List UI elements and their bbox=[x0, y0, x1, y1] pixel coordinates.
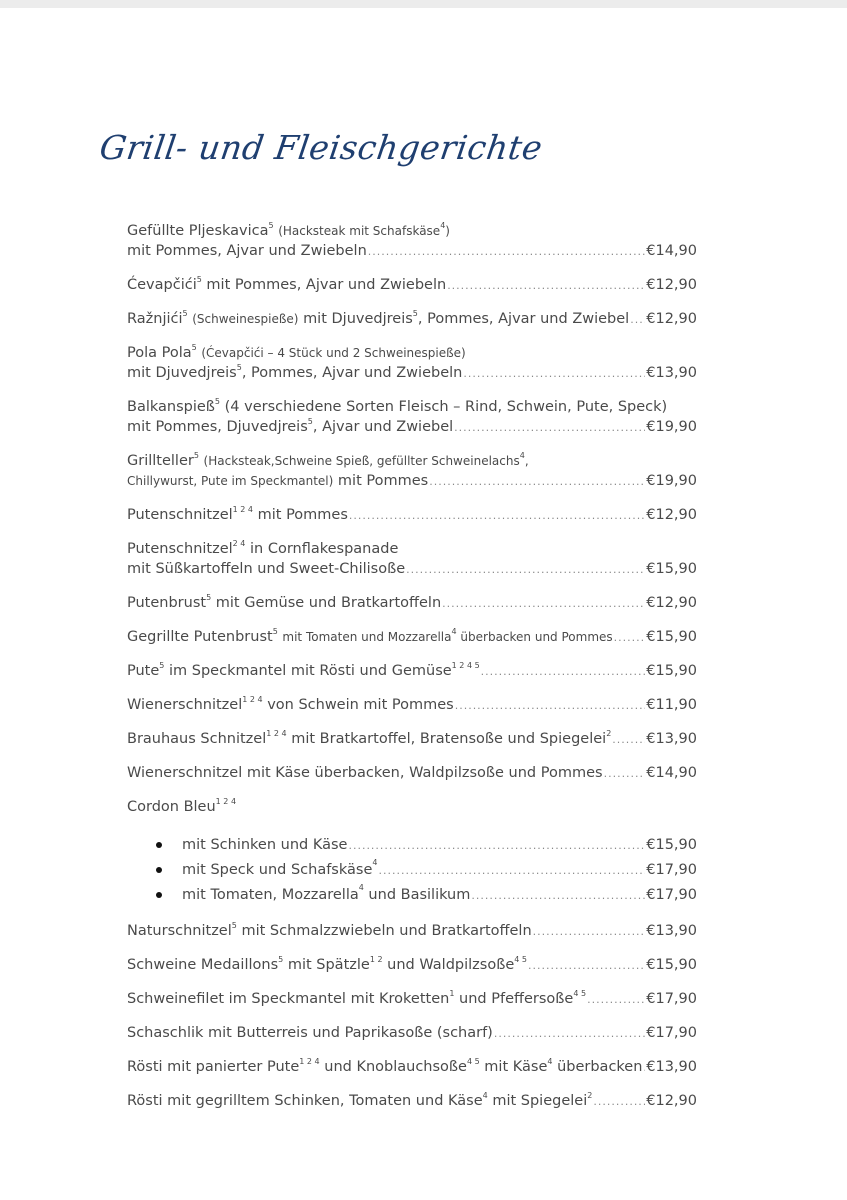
dish-name: Rösti mit gegrilltem Schinken, Tomaten und Käse bbox=[127, 1093, 483, 1109]
menu-line bbox=[127, 763, 697, 784]
menu-line-text bbox=[127, 471, 428, 491]
menu-item bbox=[127, 661, 697, 682]
price: €11,90 bbox=[646, 697, 697, 713]
footnote-marker: 4 bbox=[440, 221, 446, 230]
menu-line-text bbox=[127, 539, 398, 559]
dish-text: mit Pommes, Djuvedjreis bbox=[127, 419, 308, 435]
dish-name: Putenschnitzel bbox=[127, 541, 233, 557]
footnote-marker: 5 bbox=[159, 661, 165, 670]
dish-text: mit Süßkartoffeln und Sweet-Chilisoße bbox=[127, 561, 406, 577]
footnote-marker: 1 2 4 5 bbox=[451, 661, 480, 670]
dish-text: mit Pommes, Ajvar und Zwiebeln bbox=[127, 243, 367, 259]
menu-item bbox=[127, 451, 697, 492]
option-text bbox=[182, 858, 377, 882]
page-title: Grill- und Fleischgerichte bbox=[97, 128, 546, 167]
menu-item bbox=[127, 593, 697, 614]
dish-name: Schweine Medaillons bbox=[127, 957, 279, 973]
footnote-marker: 5 bbox=[278, 955, 284, 964]
menu-line bbox=[127, 309, 697, 330]
menu-item bbox=[127, 505, 697, 526]
dish-text: (Ćevapčići – 4 Stück und 2 Schweinespieße) bbox=[201, 346, 466, 360]
footnote-marker: 5 bbox=[236, 363, 242, 372]
footnote-marker: 4 bbox=[372, 858, 378, 867]
dish-text: mit Käse überbacken, Waldpilzsoße und Pommes bbox=[246, 765, 603, 781]
price: €12,90 bbox=[646, 1093, 697, 1109]
menu-line bbox=[127, 539, 697, 559]
footnote-marker: 4 5 bbox=[514, 955, 527, 964]
menu-line-text bbox=[127, 729, 611, 749]
price: €19,90 bbox=[646, 473, 697, 489]
menu-line bbox=[127, 343, 697, 363]
footnote-marker: 5 bbox=[268, 221, 274, 230]
dish-name: Wienerschnitzel bbox=[127, 765, 243, 781]
menu-item bbox=[127, 1023, 697, 1044]
dish-text: und Pfeffersoße bbox=[459, 991, 574, 1007]
footnote-marker: 4 5 bbox=[573, 989, 587, 998]
footnote-marker: 5 bbox=[412, 309, 418, 318]
footnote-marker: 4 bbox=[519, 451, 525, 460]
menu-line bbox=[127, 275, 697, 296]
leader-dots bbox=[614, 628, 646, 648]
dish-name: Putenschnitzel bbox=[127, 507, 233, 523]
menu-line bbox=[127, 471, 697, 492]
menu-line bbox=[127, 397, 697, 417]
footnote-marker: 4 5 bbox=[466, 1057, 480, 1066]
menu-line bbox=[127, 221, 697, 241]
footnote-marker: 1 2 4 bbox=[266, 729, 287, 738]
leader-dots bbox=[604, 764, 646, 784]
dish-text: mit Speck und Schafskäse bbox=[182, 862, 373, 878]
price: €15,90 bbox=[646, 663, 697, 679]
dish-name: Naturschnitzel bbox=[127, 923, 232, 939]
menu-line-text bbox=[127, 661, 480, 681]
menu-line-text bbox=[127, 559, 405, 579]
price: €12,90 bbox=[646, 277, 697, 293]
dish-text: mit Tomaten, Mozzarella bbox=[182, 887, 359, 903]
dish-text: mit Gemüse und Bratkartoffeln bbox=[215, 595, 442, 611]
footnote-marker: 4 bbox=[547, 1057, 553, 1066]
dish-text: , Pommes, Ajvar und Zwiebeln bbox=[241, 365, 463, 381]
dish-name: Wienerschnitzel bbox=[127, 697, 243, 713]
price: €15,90 bbox=[646, 837, 697, 853]
footnote-marker: 2 bbox=[606, 729, 612, 738]
dish-name: Putenbrust bbox=[127, 595, 207, 611]
menu-line-text bbox=[127, 921, 532, 941]
dish-text: , Pommes, Ajvar und Zwiebel bbox=[417, 311, 630, 327]
dish-name: Schaschlik mit Butterreis und Paprikasoße (scharf) bbox=[127, 1025, 493, 1041]
cordon-option bbox=[127, 883, 697, 908]
price: €12,90 bbox=[646, 311, 697, 327]
price: €12,90 bbox=[646, 507, 697, 523]
menu-line bbox=[127, 593, 697, 614]
cordon-option bbox=[127, 833, 697, 858]
leader-dots bbox=[612, 730, 645, 750]
footnote-marker: 5 bbox=[231, 921, 237, 930]
menu-line-text bbox=[127, 397, 667, 417]
dish-text: ) bbox=[445, 224, 450, 238]
price: €13,90 bbox=[646, 1059, 697, 1075]
footnote-marker: 1 2 4 bbox=[299, 1057, 320, 1066]
footnote-marker: 5 bbox=[191, 343, 197, 352]
leader-dots bbox=[533, 922, 646, 942]
menu-item bbox=[127, 221, 697, 262]
dish-text: mit Pommes bbox=[333, 473, 429, 489]
bullet-dot bbox=[156, 892, 162, 898]
price: €13,90 bbox=[646, 923, 697, 939]
footnote-marker: 1 bbox=[449, 989, 455, 998]
price: €17,90 bbox=[646, 1025, 697, 1041]
menu-line bbox=[127, 417, 697, 438]
menu-list bbox=[127, 221, 697, 1125]
dish-text: mit Pommes bbox=[257, 507, 348, 523]
menu-item bbox=[127, 539, 697, 580]
leader-dots bbox=[349, 506, 645, 526]
dish-name: Grillteller bbox=[127, 453, 194, 469]
dish-text: (Schweinespieße) bbox=[192, 312, 299, 326]
leader-dots bbox=[447, 276, 645, 296]
bullet-dot bbox=[156, 867, 162, 873]
menu-line bbox=[127, 1023, 697, 1044]
dish-text: und Knoblauchsoße bbox=[324, 1059, 467, 1075]
menu-item bbox=[127, 343, 697, 384]
menu-line-text bbox=[127, 593, 441, 613]
footnote-marker: 5 bbox=[214, 397, 221, 406]
dish-text: mit Schinken und Käse bbox=[182, 837, 348, 853]
leader-dots bbox=[587, 990, 645, 1010]
leader-dots bbox=[494, 1024, 645, 1044]
menu-line-text bbox=[127, 309, 629, 329]
dish-name: Brauhaus Schnitzel bbox=[127, 731, 267, 747]
leader-dots bbox=[429, 472, 645, 492]
menu-item bbox=[127, 921, 697, 942]
menu-line bbox=[127, 989, 697, 1010]
footnote-marker: 5 bbox=[272, 627, 278, 636]
price: €17,90 bbox=[646, 991, 697, 1007]
footnote-marker: 4 bbox=[358, 883, 364, 892]
price: €15,90 bbox=[646, 629, 697, 645]
dish-name: Ražnjići bbox=[127, 311, 183, 327]
leader-dots bbox=[481, 662, 646, 682]
dish-text: mit Pommes, Ajvar und Zwiebeln bbox=[206, 277, 447, 293]
menu-item bbox=[127, 275, 697, 296]
menu-line-text bbox=[127, 1091, 592, 1111]
dish-text: überbacken und Pommes bbox=[456, 630, 613, 644]
footnote-marker: 1 2 bbox=[369, 955, 383, 964]
menu-line bbox=[127, 627, 697, 648]
menu-line-text bbox=[127, 1023, 493, 1043]
dish-text: , Ajvar und Zwiebel bbox=[312, 419, 454, 435]
menu-line bbox=[127, 451, 697, 471]
leader-dots bbox=[378, 859, 645, 883]
dish-text: von Schwein mit Pommes bbox=[267, 697, 454, 713]
menu-item-cordon-bleu: Cordon Bleu$^{1 2 4}$ bbox=[127, 797, 237, 815]
menu-line bbox=[127, 955, 697, 976]
footnote-marker: 5 bbox=[196, 275, 202, 284]
menu-item bbox=[127, 1091, 697, 1112]
option-text bbox=[182, 883, 470, 907]
leader-dots bbox=[471, 884, 645, 908]
dish-text: mit Spätzle bbox=[287, 957, 370, 973]
menu-line-text bbox=[127, 989, 586, 1009]
footnote-marker: 5 bbox=[307, 417, 313, 426]
footnote-marker: 1 2 4 bbox=[232, 505, 254, 514]
dish-text: (Hacksteak,Schweine Spieß, gefüllter Schweinelachs bbox=[203, 454, 520, 468]
option-text bbox=[182, 833, 347, 857]
menu-line-text bbox=[127, 343, 466, 363]
leader-dots bbox=[593, 1092, 645, 1112]
dish-name: Ćevapčići bbox=[127, 277, 197, 293]
dish-name: Pute bbox=[127, 663, 160, 679]
price: €14,90 bbox=[646, 243, 697, 259]
menu-item bbox=[127, 309, 697, 330]
footnote-marker: 5 bbox=[182, 309, 188, 318]
price: €12,90 bbox=[646, 595, 697, 611]
dish-text: und Waldpilzsoße bbox=[382, 957, 515, 973]
leader-dots bbox=[643, 1058, 645, 1078]
dish-text: mit Djuvedjreis bbox=[127, 365, 237, 381]
dish-text: in Cornflakespanade bbox=[250, 541, 399, 557]
dish-text: , bbox=[524, 454, 529, 468]
menu-line-text bbox=[127, 241, 367, 261]
leader-dots bbox=[442, 594, 645, 614]
leader-dots bbox=[406, 560, 645, 580]
menu-line-text bbox=[127, 363, 462, 383]
menu-line-text bbox=[127, 763, 603, 783]
footnote-marker: 5 bbox=[206, 593, 212, 602]
leader-dots bbox=[630, 310, 645, 330]
dish-name: Balkanspieß bbox=[127, 399, 215, 415]
menu-line-text bbox=[127, 627, 613, 647]
menu-item bbox=[127, 763, 697, 784]
menu-line-text bbox=[127, 417, 453, 437]
dish-text: mit Spiegelei bbox=[492, 1093, 588, 1109]
price: €19,90 bbox=[646, 419, 697, 435]
menu-line-text bbox=[127, 1057, 642, 1077]
dish-text: (4 verschiedene Sorten Fleisch – Rind, Schwein, Pute, Speck) bbox=[224, 399, 668, 415]
footnote-marker: 2 bbox=[587, 1091, 593, 1100]
menu-item bbox=[127, 397, 697, 438]
dish-name: Rösti mit panierter Pute bbox=[127, 1059, 300, 1075]
dish-name: Gegrillte Putenbrust bbox=[127, 629, 273, 645]
footnote-marker: 1 2 4 bbox=[242, 695, 263, 704]
menu-line-text bbox=[127, 275, 446, 295]
dish-name: Schweinefilet im Speckmantel mit Kroketten bbox=[127, 991, 450, 1007]
price: €17,90 bbox=[646, 862, 697, 878]
dish-name: Cordon Bleu bbox=[127, 799, 216, 815]
dish-text: mit Schmalzzwiebeln und Bratkartoffeln bbox=[241, 923, 532, 939]
menu-line-text bbox=[127, 221, 450, 241]
dish-text: und Basilikum bbox=[363, 887, 471, 903]
leader-dots bbox=[454, 418, 645, 438]
menu-line bbox=[127, 241, 697, 262]
footnote-marker: 4 bbox=[451, 627, 457, 636]
menu-line-text bbox=[127, 955, 527, 975]
menu-line bbox=[127, 1091, 697, 1112]
leader-dots bbox=[348, 834, 645, 858]
price: €17,90 bbox=[646, 887, 697, 903]
menu-item bbox=[127, 989, 697, 1010]
menu-line-text bbox=[127, 695, 454, 715]
cordon-option bbox=[127, 858, 697, 883]
footnote-marker: 2 4 bbox=[232, 539, 246, 548]
menu-line bbox=[127, 661, 697, 682]
menu-line bbox=[127, 559, 697, 580]
price: €15,90 bbox=[646, 561, 697, 577]
dish-text: im Speckmantel mit Rösti und Gemüse bbox=[169, 663, 452, 679]
menu-line bbox=[127, 729, 697, 750]
top-edge-bar bbox=[0, 0, 847, 8]
menu-item bbox=[127, 955, 697, 976]
price: €13,90 bbox=[646, 365, 697, 381]
dish-text: mit Tomaten und Mozzarella bbox=[282, 630, 452, 644]
menu-item bbox=[127, 627, 697, 648]
menu-line bbox=[127, 505, 697, 526]
cordon-bleu-options bbox=[127, 833, 697, 908]
menu-line-text bbox=[127, 505, 348, 525]
dish-text: mit Käse bbox=[479, 1059, 548, 1075]
price: €14,90 bbox=[646, 765, 697, 781]
dish-name: Pola Pola bbox=[127, 345, 192, 361]
price: €15,90 bbox=[646, 957, 697, 973]
menu-item bbox=[127, 729, 697, 750]
menu-line bbox=[127, 695, 697, 716]
dish-name: Gefüllte Pljeskavica bbox=[127, 223, 269, 239]
footnote-marker: 5 bbox=[193, 451, 199, 460]
dish-text: Chillywurst, Pute im Speckmantel) bbox=[127, 474, 334, 488]
leader-dots bbox=[368, 242, 645, 262]
bullet-dot bbox=[156, 842, 162, 848]
menu-line-text bbox=[127, 451, 529, 471]
footnote-marker: 4 bbox=[482, 1091, 488, 1100]
leader-dots bbox=[528, 956, 645, 976]
menu-line bbox=[127, 921, 697, 942]
dish-text: mit Bratkartoffel, Bratensoße und Spiegelei bbox=[291, 731, 607, 747]
menu-line bbox=[127, 363, 697, 384]
menu-item bbox=[127, 1057, 697, 1078]
leader-dots bbox=[463, 364, 645, 384]
menu-line bbox=[127, 1057, 697, 1078]
dish-text: (Hacksteak mit Schafskäse bbox=[278, 224, 441, 238]
dish-text: mit Djuvedjreis bbox=[303, 311, 413, 327]
dish-text: überbacken bbox=[552, 1059, 643, 1075]
leader-dots bbox=[455, 696, 646, 716]
price: €13,90 bbox=[646, 731, 697, 747]
menu-item bbox=[127, 695, 697, 716]
